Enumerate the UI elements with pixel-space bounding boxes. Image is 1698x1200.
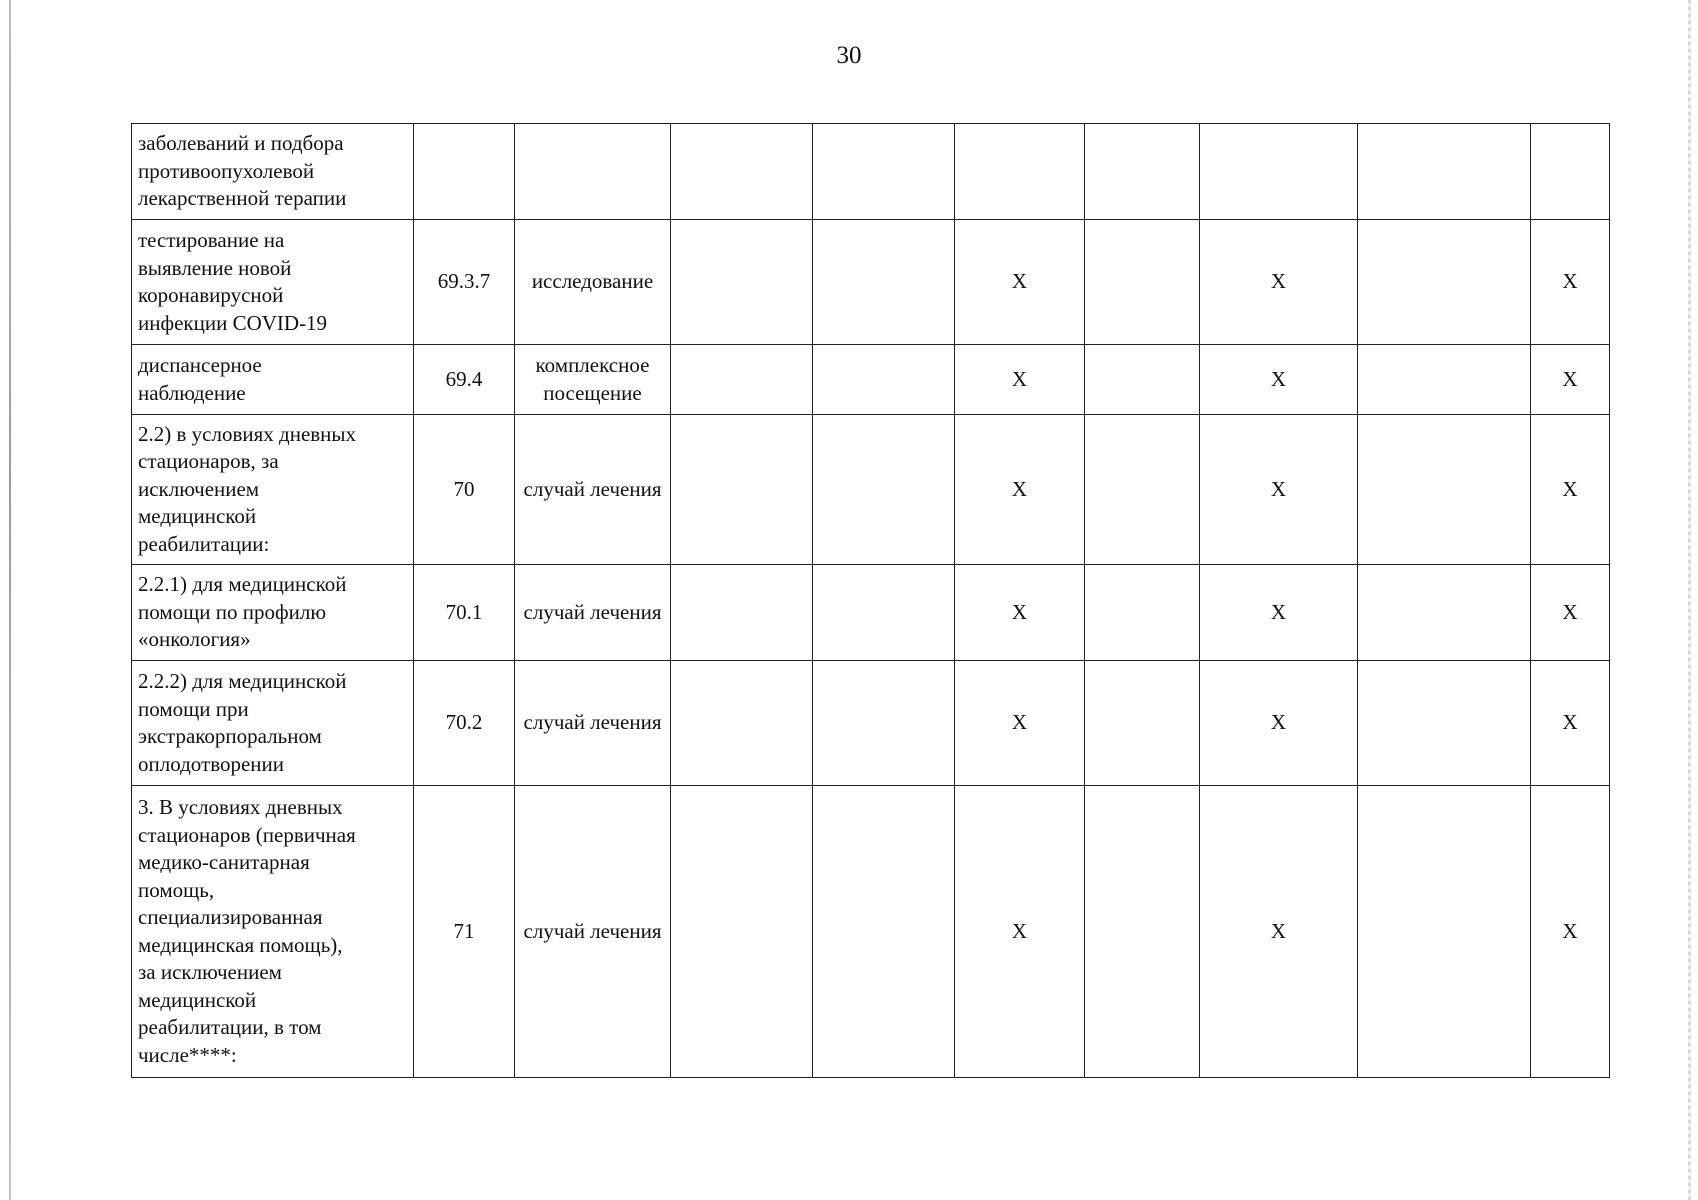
description-line: диспансерное	[138, 353, 262, 377]
scan-edge-right	[1688, 0, 1691, 1200]
description-line: 2.2) в условиях дневных	[138, 421, 357, 446]
description-line: наблюдение	[138, 380, 246, 405]
description-line: выявление новой	[138, 255, 292, 280]
cell-col5	[813, 220, 955, 345]
description-line: 2.2.2) для медицинской	[138, 669, 347, 693]
cell-col8: X	[1200, 220, 1358, 345]
description-line: тестирование на	[138, 228, 285, 252]
cell-col5	[813, 565, 955, 661]
cell-col10: X	[1531, 220, 1610, 345]
description-line: медицинской	[138, 987, 257, 1012]
table-row	[132, 220, 1610, 345]
cell-col7	[1085, 345, 1200, 415]
cell-col6: X	[955, 415, 1085, 565]
description-line: медицинской	[138, 504, 257, 529]
cell-col5	[813, 124, 955, 220]
cell-col5	[813, 661, 955, 786]
description-line: реабилитации, в том	[138, 1015, 322, 1039]
cell-col7	[1085, 220, 1200, 345]
row-description	[132, 345, 414, 415]
cell-col9	[1358, 220, 1531, 345]
description-line: «онкология»	[138, 627, 251, 652]
row-code: 69.4	[414, 345, 515, 415]
cell-col9	[1358, 661, 1531, 786]
row-description	[132, 220, 414, 345]
row-unit: случай лечения	[515, 565, 671, 661]
description-line: лекарственной терапии	[138, 186, 347, 211]
cell-col5	[813, 786, 955, 1078]
row-code: 70.2	[414, 661, 515, 786]
scan-edge-left	[9, 0, 11, 1200]
cell-col7	[1085, 786, 1200, 1078]
cell-col8: X	[1200, 565, 1358, 661]
description-line: помощи при	[138, 696, 249, 721]
row-unit: случай лечения	[515, 661, 671, 786]
description-line: за исключением	[138, 960, 282, 984]
description-line: заболеваний и подбора	[138, 131, 344, 156]
cell-col8: X	[1200, 345, 1358, 415]
row-code: 71	[414, 786, 515, 1078]
table-row	[132, 565, 1610, 661]
cell-col9	[1358, 786, 1531, 1078]
description-line: помощь,	[138, 877, 215, 902]
cell-col4	[671, 220, 813, 345]
cell-col6: X	[955, 345, 1085, 415]
cell-col4	[671, 661, 813, 786]
row-unit	[515, 124, 671, 220]
table-row	[132, 415, 1610, 565]
cell-col5	[813, 415, 955, 565]
description-line: числе****:	[138, 1042, 237, 1067]
cell-col4	[671, 124, 813, 220]
row-unit: случай лечения	[515, 786, 671, 1078]
description-line: реабилитации:	[138, 531, 270, 556]
row-description	[132, 415, 414, 565]
cell-col6: X	[955, 220, 1085, 345]
table-row	[132, 345, 1610, 415]
row-unit: комплексное посещение	[515, 345, 671, 415]
row-description	[132, 661, 414, 786]
description-line: 3. В условиях дневных	[138, 795, 343, 819]
description-line: стационаров (первичная	[138, 822, 356, 847]
cell-col10: X	[1531, 786, 1610, 1078]
description-line: помощи по профилю	[138, 599, 327, 624]
row-description	[132, 786, 414, 1078]
row-unit: случай лечения	[515, 415, 671, 565]
row-code: 70	[414, 415, 515, 565]
row-description	[132, 124, 414, 220]
description-line: 2.2.1) для медицинской	[138, 572, 347, 597]
cell-col6: X	[955, 565, 1085, 661]
description-line: инфекции COVID-19	[138, 310, 328, 335]
cell-col6	[955, 124, 1085, 220]
cell-col4	[671, 345, 813, 415]
cell-col8: X	[1200, 415, 1358, 565]
cell-col7	[1085, 124, 1200, 220]
row-unit: исследование	[515, 220, 671, 345]
cell-col10: X	[1531, 415, 1610, 565]
cell-col5	[813, 345, 955, 415]
description-line: специализированная	[138, 905, 323, 929]
description-line: противоопухолевой	[138, 158, 315, 183]
description-line: исключением	[138, 476, 260, 501]
cell-col4	[671, 786, 813, 1078]
cell-col9	[1358, 415, 1531, 565]
description-line: медико-санитарная	[138, 850, 310, 874]
cell-col8	[1200, 124, 1358, 220]
cell-col10: X	[1531, 345, 1610, 415]
cell-col9	[1358, 345, 1531, 415]
description-line: оплодотворении	[138, 751, 285, 776]
row-code	[414, 124, 515, 220]
cell-col10	[1531, 124, 1610, 220]
table-row	[132, 661, 1610, 786]
data-table	[131, 123, 1610, 1078]
table-row	[132, 124, 1610, 220]
row-code: 70.1	[414, 565, 515, 661]
cell-col10: X	[1531, 565, 1610, 661]
cell-col4	[671, 565, 813, 661]
description-line: стационаров, за	[138, 449, 279, 474]
cell-col7	[1085, 415, 1200, 565]
cell-col4	[671, 415, 813, 565]
row-code: 69.3.7	[414, 220, 515, 345]
description-line: медицинская помощь),	[138, 932, 343, 957]
description-line: коронавирусной	[138, 283, 284, 307]
cell-col10: X	[1531, 661, 1610, 786]
cell-col7	[1085, 661, 1200, 786]
cell-col8: X	[1200, 786, 1358, 1078]
cell-col6: X	[955, 786, 1085, 1078]
row-description	[132, 565, 414, 661]
cell-col9	[1358, 565, 1531, 661]
cell-col6: X	[955, 661, 1085, 786]
description-line: экстракорпоральном	[138, 724, 322, 748]
page-number: 30	[836, 42, 862, 69]
cell-col9	[1358, 124, 1531, 220]
cell-col7	[1085, 565, 1200, 661]
table-row	[132, 786, 1610, 1078]
cell-col8: X	[1200, 661, 1358, 786]
